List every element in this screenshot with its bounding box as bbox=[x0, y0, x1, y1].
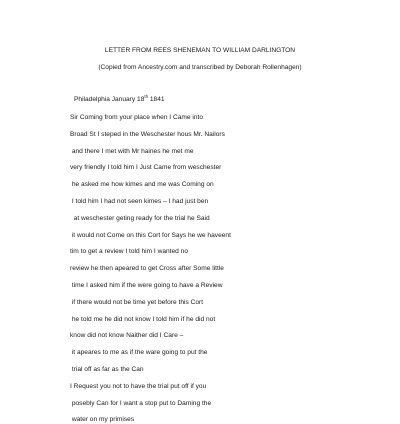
letter-line: and there I met with Mr haines he met me bbox=[70, 147, 194, 155]
letter-line: water on my primises bbox=[70, 416, 135, 424]
letter-line: very friendly I told him I Just Came from weschester bbox=[70, 164, 222, 172]
letter-line: review he then apeared to get Cross after Some little bbox=[70, 265, 224, 273]
letter-line: Sir Coming from your place when I Came into bbox=[70, 114, 204, 121]
letter-line: if there would not be time yet before this Cort bbox=[70, 298, 204, 306]
date-place: Philadelphia January 18 bbox=[74, 96, 145, 103]
letter-line: know did not know Naither did I Care – bbox=[70, 332, 184, 340]
letter-line: I Request you not to have the trial put off if you bbox=[70, 382, 207, 390]
letter-line: Broad St I steped in the Weschester hous Mr. Nailors bbox=[70, 130, 225, 138]
letter-line: it would not Come on this Cort for Says he we haveent bbox=[70, 231, 231, 239]
letter-date bbox=[74, 93, 165, 104]
letter-line: time I asked him if the were going to have a Review bbox=[70, 282, 223, 289]
letter-line: tim to get a review I told him I wanted no bbox=[70, 248, 189, 256]
letter-line: it apeares to me as if the ware going to put the bbox=[70, 349, 208, 357]
document-title: LETTER FROM REES SHENEMAN TO WILLIAM DARLINGTON bbox=[104, 47, 296, 54]
date-year: 1841 bbox=[148, 96, 165, 103]
letter-line: posebly Can for I want a stop put to Daming the bbox=[70, 399, 212, 407]
letter-line: at weschester geting ready for the trial he Said bbox=[70, 214, 210, 222]
letter-line: I told him I had not seen kimes – I had just ben bbox=[70, 198, 209, 205]
letter-line: trial off as far as the Can bbox=[70, 366, 144, 373]
letter-line: he told me he did not know I told him if he did not bbox=[70, 315, 216, 323]
date-suffix: th bbox=[144, 93, 149, 99]
document-subtitle: (Copied from Ancestry.com and transcribed by Deborah Rollenhagen) bbox=[98, 64, 302, 71]
letter-line: he asked me how kimes and me was Coming on bbox=[70, 181, 214, 189]
